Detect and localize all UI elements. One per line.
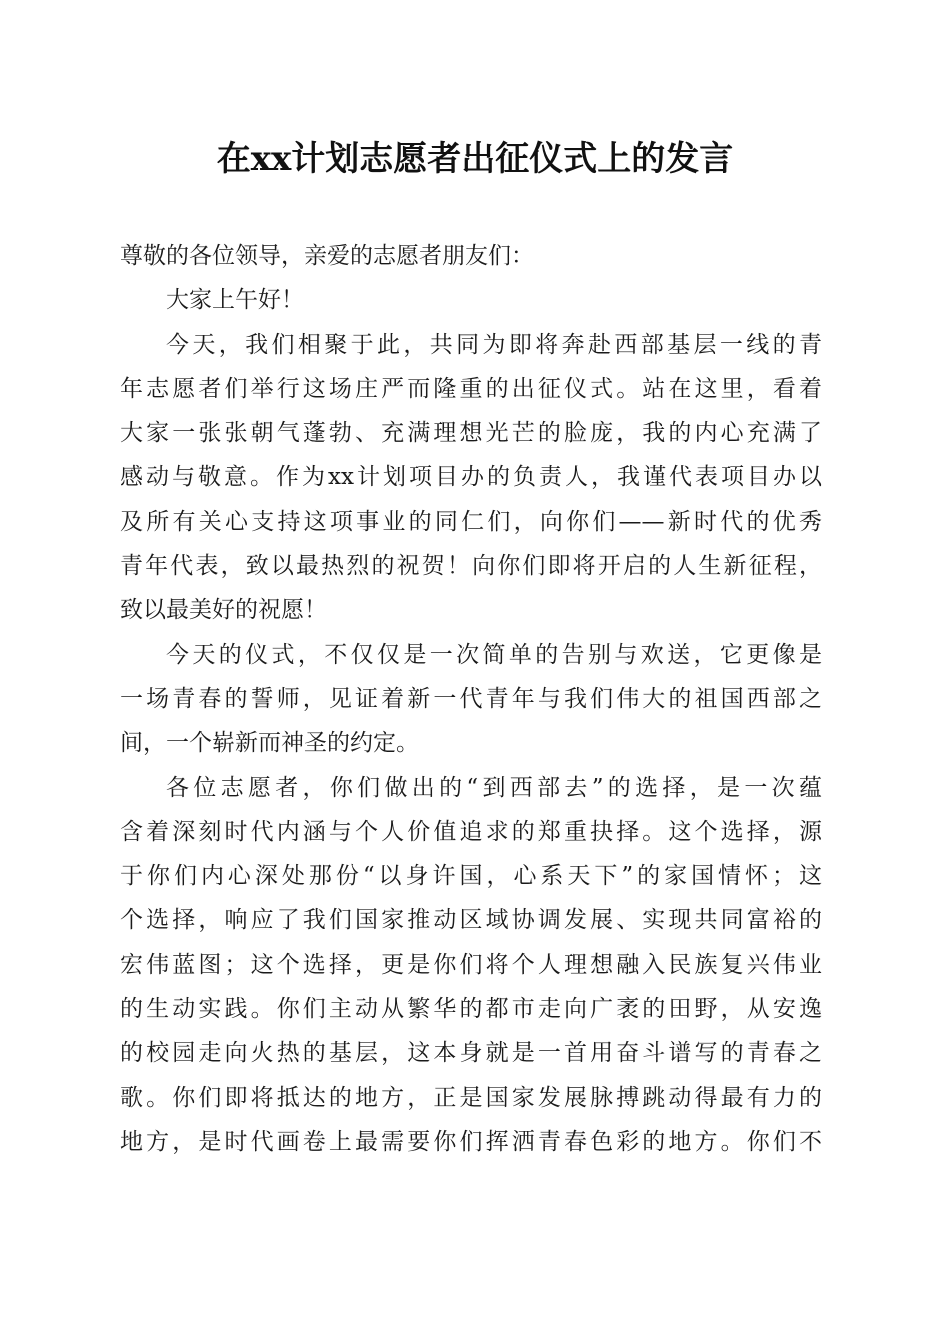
paragraph-line: 各位志愿者，你们做出的“到西部去”的选择，是一次蕴 (166, 774, 822, 801)
paragraph-line: 大家一张张朝气蓬勃、充满理想光芒的脸庞，我的内心充满了 (120, 420, 822, 447)
paragraph-line: 及所有关心支持这项事业的同仁们，向你们——新时代的优秀 (120, 508, 822, 535)
paragraph-line: 的校园走向火热的基层，这本身就是一首用奋斗谱写的青春之 (120, 1040, 822, 1067)
paragraph-line: 歌。你们即将抵达的地方，正是国家发展脉搏跳动得最有力的 (120, 1084, 822, 1111)
paragraph-line: 的生动实践。你们主动从繁华的都市走向广袤的田野，从安逸 (120, 996, 822, 1023)
paragraph-line: 地方，是时代画卷上最需要你们挥洒青春色彩的地方。你们不 (120, 1128, 822, 1155)
paragraph-line: 含着深刻时代内涵与个人价值追求的郑重抉择。这个选择，源 (120, 818, 822, 845)
paragraph-line: 于你们内心深处那份“以身许国，心系天下”的家国情怀；这 (120, 863, 822, 890)
paragraph-line: 一场青春的誓师，见证着新一代青年与我们伟大的祖国西部之 (120, 685, 822, 712)
paragraph-line: 个选择，响应了我们国家推动区域协调发展、实现共同富裕的 (120, 907, 822, 934)
paragraph-line: 今天的仪式，不仅仅是一次简单的告别与欢送，它更像是 (166, 641, 822, 668)
greeting-line: 大家上午好！ (166, 287, 304, 314)
document-title: 在xx计划志愿者出征仪式上的发言 (216, 139, 734, 179)
salutation-line: 尊敬的各位领导，亲爱的志愿者朋友们： (120, 243, 534, 269)
document-body (120, 234, 822, 1164)
paragraph-line: 今天，我们相聚于此，共同为即将奔赴西部基层一线的青 (166, 331, 822, 358)
paragraph-line: 间，一个崭新而神圣的约定。 (120, 730, 419, 757)
paragraph-line: 年志愿者们举行这场庄严而隆重的出征仪式。站在这里，看着 (120, 375, 822, 402)
paragraph-line: 宏伟蓝图；这个选择，更是你们将个人理想融入民族复兴伟业 (120, 951, 822, 978)
paragraph-line: 致以最美好的祝愿！ (120, 597, 327, 624)
paragraph-line: 感动与敬意。作为xx计划项目办的负责人，我谨代表项目办以 (120, 464, 822, 491)
paragraph-line: 青年代表，致以最热烈的祝贺！向你们即将开启的人生新征程， (120, 553, 822, 580)
